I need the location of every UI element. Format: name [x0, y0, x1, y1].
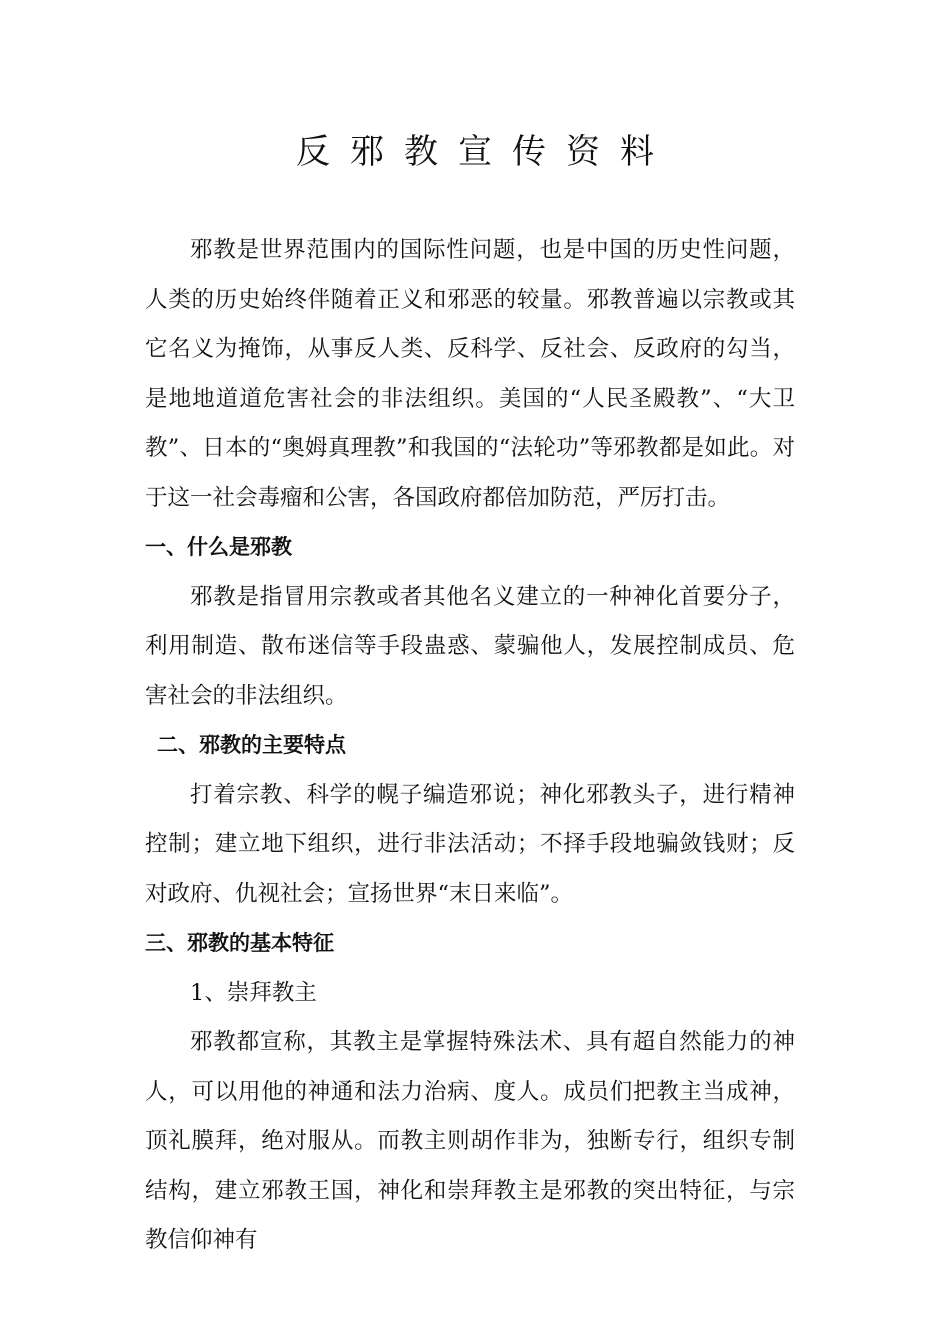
document-body — [145, 226, 795, 1266]
document-title: 反邪教宣传资料 — [296, 132, 674, 172]
subheading-worship-leader: 1、崇拜教主 — [190, 979, 317, 1006]
section-heading-main-characteristics: 二、邪教的主要特点 — [157, 733, 346, 757]
intro-paragraph: 邪教是世界范围内的国际性问题，也是中国的历史性问题，人类的历史始终伴随着正义和邪恶的较量。邪教普遍以宗教或其它名义为掩饰，从事反人类、反科学、反社会、反政府的勾当，是地地道道危害社会的非法组织。美国的“人民圣殿教”、“大卫教”、日本的“奥姆真理教”和我国的“法轮功”等邪教都是如此。对于这一社会毒瘤和公害，各国政府都倍加防范，严厉打击。 — [145, 237, 795, 511]
worship-leader-paragraph: 邪教都宣称，其教主是掌握特殊法术、具有超自然能力的神人，可以用他的神通和法力治病、度人。成员们把教主当成神，顶礼膜拜，绝对服从。而教主则胡作非为，独断专行，组织专制结构，建立邪教王国，神化和崇拜教主是邪教的突出特征，与宗教信仰神有 — [145, 1029, 795, 1253]
definition-paragraph: 邪教是指冒用宗教或者其他名义建立的一种神化首要分子，利用制造、散布迷信等手段蛊惑、蒙骗他人，发展控制成员、危害社会的非法组织。 — [145, 583, 795, 709]
section-heading-what-is-cult: 一、什么是邪教 — [145, 535, 292, 559]
characteristics-paragraph: 打着宗教、科学的幌子编造邪说；神化邪教头子，进行精神控制；建立地下组织，进行非法活动；不择手段地骗敛钱财；反对政府、仇视社会；宣扬世界“末日来临”。 — [145, 781, 795, 907]
section-heading-basic-features: 三、邪教的基本特征 — [145, 931, 334, 955]
